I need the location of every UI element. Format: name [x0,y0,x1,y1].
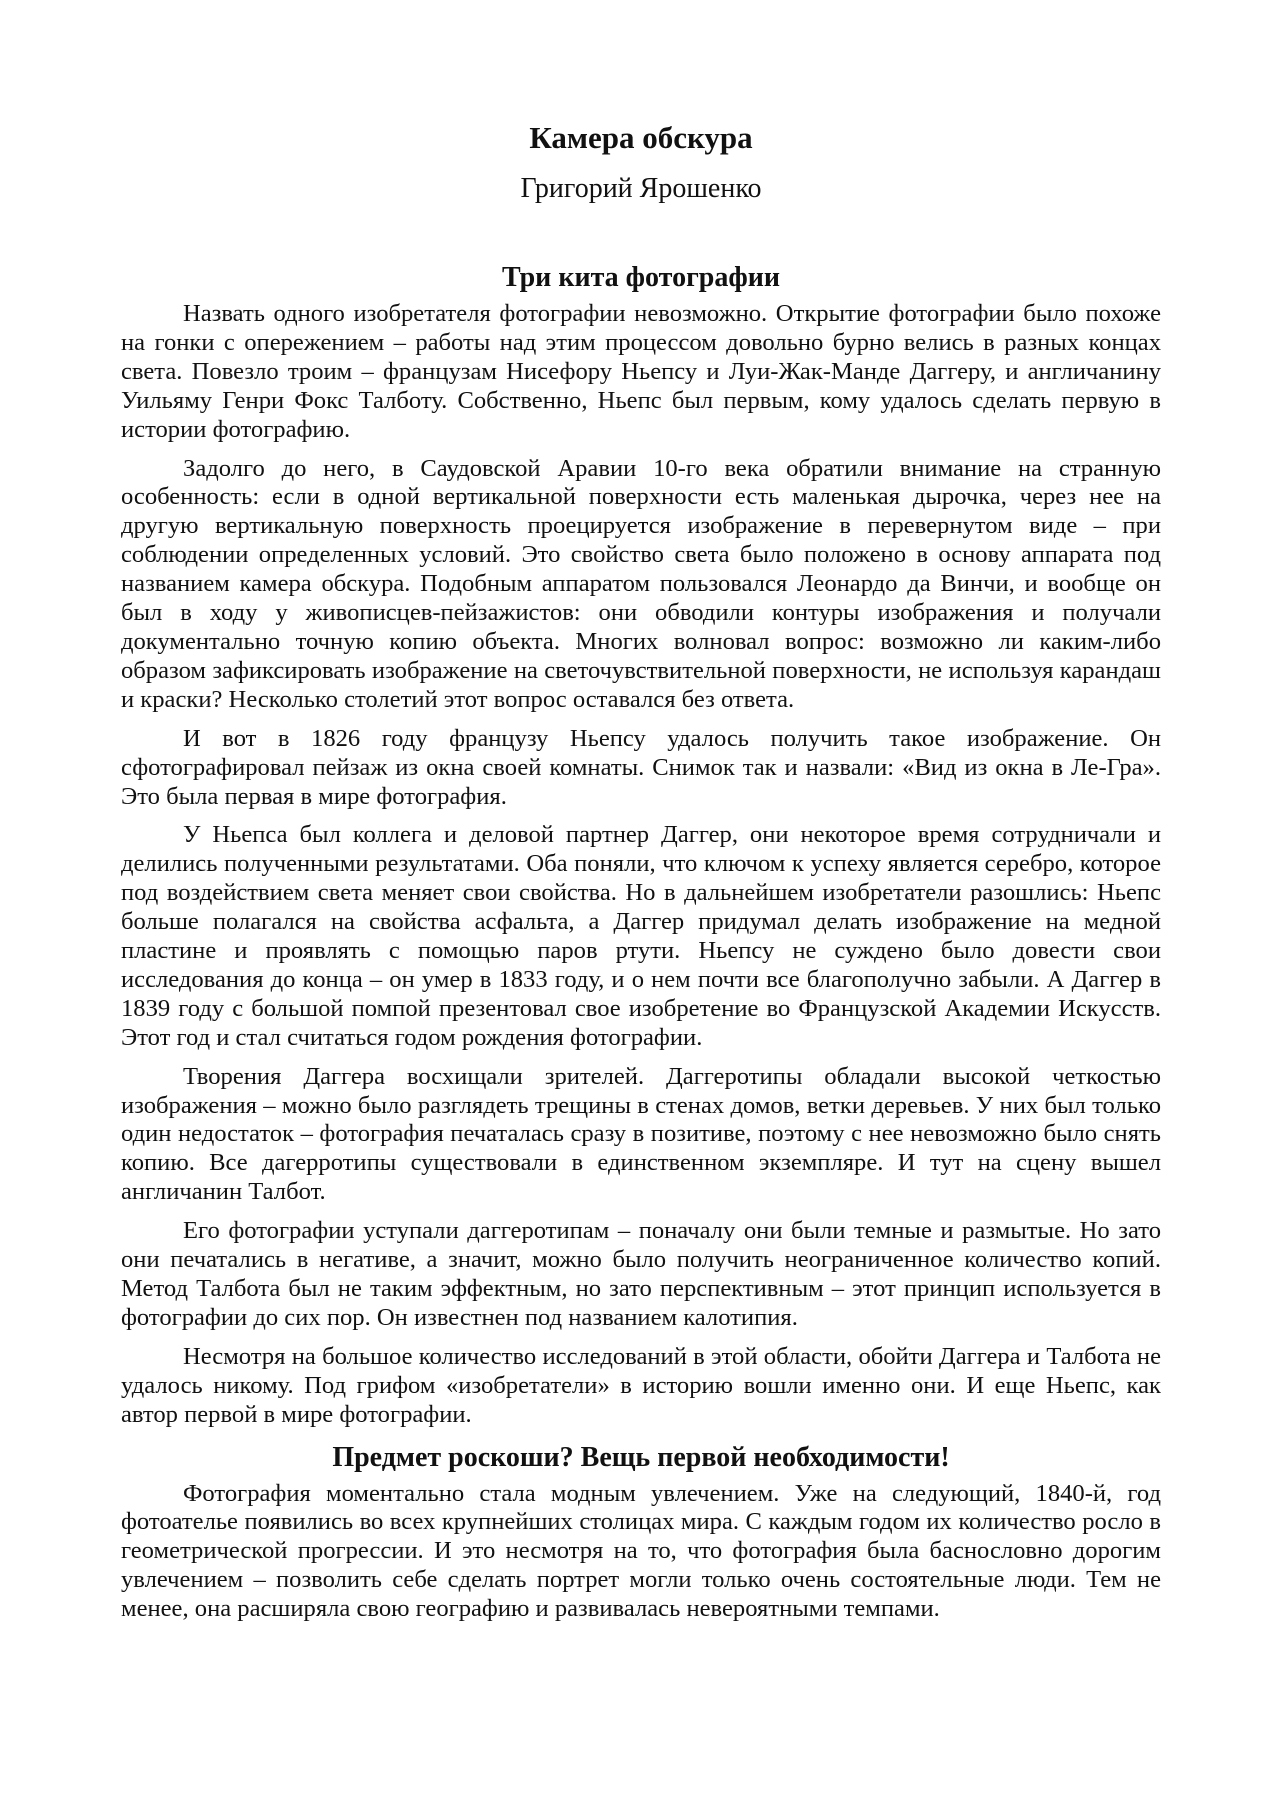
document-title: Камера обскура [529,120,753,155]
paragraph: И вот в 1826 году французу Ньепсу удалось получить такое изображение. Он сфотографировал пейзаж из окна своей комнаты. Снимок так и назвали: «Вид из окна в Ле-Гра». Это была первая в мире фотография. [121,724,1161,810]
paragraph: Несмотря на большое количество исследований в этой области, обойти Даггера и Талбота не удалось никому. Под грифом «изобретатели» в историю вошли именно они. И еще Ньепс, как автор первой в мире фотографии. [121,1342,1161,1428]
document-author: Григорий Ярошенко [520,173,762,204]
paragraph: Назвать одного изобретателя фотографии невозможно. Открытие фотографии было похоже на гонки с опережением – работы над этим процессом довольно бурно велись в разных концах света. Повезло троим – французам Нисефору Ньепсу и Луи-Жак-Манде Даггеру, и англичанину Уильяму Генри Фокс Талботу. Собственно, Ньепс был первым, кому удалось сделать первую в истории фотографию. [121,300,1161,443]
paragraph: Задолго до него, в Саудовской Аравии 10-го века обратили внимание на странную особенность: если в одной вертикальной поверхности есть маленькая дырочка, через нее на другую вертикальную поверхность проецируется изображение в перевернутом виде – при соблюдении определенных условий. Это свойство света было положено в основу аппарата под названием камера обскура. Подобным аппаратом пользовался Леонардо да Винчи, и вообще он был в ходу у живописцев-пейзажистов: они обводили контуры изображения и получали документально точную копию объекта. Многих волновал вопрос: возможно ли каким-либо образом зафиксировать изображение на светочувствительной поверхности, не используя карандаш и краски? Несколько столетий этот вопрос оставался без ответа. [121,454,1161,713]
section-heading: Три кита фотографии [502,262,780,293]
paragraph: У Ньепса был коллега и деловой партнер Даггер, они некоторое время сотрудничали и делились полученными результатами. Оба поняли, что ключом к успеху является серебро, которое под воздействием света меняет свои свойства. Но в дальнейшем изобретатели разошлись: Ньепс больше полагался на свойства асфальта, а Даггер придумал делать изображение на медной пластине и проявлять с помощью паров ртути. Ньепсу не суждено было довести свои исследования до конца – он умер в 1833 году, и о нем почти все благополучно забыли. А Даггер в 1839 году с большой помпой презентовал свое изобретение во Французской Академии Искусств. Этот год и стал считаться годом рождения фотографии. [121,821,1161,1051]
paragraph: Его фотографии уступали даггеротипам – поначалу они были темные и размытые. Но зато они печатались в негативе, а значит, можно было получить неограниченное количество копий. Метод Талбота был не таким эффектным, но зато перспективным – этот принцип используется в фотографии до сих пор. Он известнен под названием калотипия. [121,1217,1161,1331]
paragraph: Творения Даггера восхищали зрителей. Даггеротипы обладали высокой четкостью изображения – можно было разглядеть трещины в стенах домов, ветки деревьев. У них был только один недостаток – фотография печаталась сразу в позитиве, поэтому с нее невозможно было снять копию. Все дагерротипы существовали в единственном экземпляре. И тут на сцену вышел англичанин Талбот. [121,1062,1161,1206]
document-page [121,118,1161,1634]
section-heading: Предмет роскоши? Вещь первой необходимости! [332,1441,950,1473]
paragraph: Фотография моментально стала модным увлечением. Уже на следующий, 1840-й, год фотоателье появились во всех крупнейших столицах мира. С каждым годом их количество росло в геометрической прогрессии. И это несмотря на то, что фотография была баснословно дорогим увлечением – позволить себе сделать портрет могли только очень состоятельные люди. Тем не менее, она расширяла свою географию и развивалась невероятными темпами. [121,1479,1161,1623]
